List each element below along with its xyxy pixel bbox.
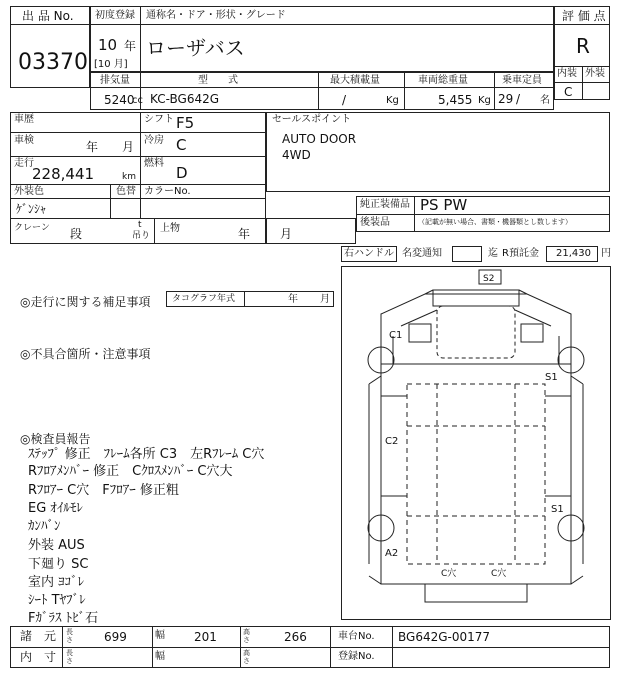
genuine-equipment-value: PS PW (420, 196, 468, 214)
length-label-2: 長さ (66, 649, 73, 665)
registration-month: [10 月] (94, 59, 128, 70)
registration-year: 10 (98, 36, 118, 54)
name-change-label: 名変通知 (402, 248, 442, 259)
lot-number-label: 出 品 No. (22, 9, 74, 23)
exterior-color-label: 外装色 (14, 186, 44, 197)
damage-mark: C穴 (441, 569, 457, 579)
damage-mark: C穴 (491, 569, 507, 579)
width-label-2: 幅 (155, 651, 165, 662)
width-value: 201 (194, 630, 217, 644)
exterior-color-value: ｹﾞﾝｼｬ (16, 202, 47, 216)
color-change-label: 色替 (116, 186, 136, 197)
height-label: 高さ (243, 628, 250, 644)
name-change-separator: 迄 (488, 248, 498, 259)
inspection-year-unit: 年 (86, 140, 99, 154)
inspector-line: 外装 AUS (28, 538, 85, 553)
driving-notes-label: ◎走行に関する補足事項 (20, 295, 151, 309)
crane-label: クレーン (14, 223, 50, 233)
crane-ton-top: t (138, 220, 142, 230)
rating-label: 評 価 点 (562, 9, 606, 23)
max-load-value: / (342, 93, 347, 107)
registration-year-unit: 年 (124, 39, 137, 53)
length-label: 長さ (66, 628, 73, 644)
steering-value: 右ハンドル (344, 248, 394, 259)
sales-point-line: AUTO DOOR (282, 132, 357, 146)
interior-label: 内装 (557, 68, 577, 79)
mileage-value: 228,441 (32, 165, 95, 183)
tachograph-month-unit: 月 (320, 294, 330, 305)
history-label: 車歴 (14, 114, 34, 125)
first-registration-label: 初度登録 (95, 10, 135, 21)
inspector-line: 下廻り SC (28, 557, 89, 572)
interior-grade: C (564, 85, 573, 99)
capacity-separator: / (516, 92, 521, 106)
inspection-label: 車検 (14, 135, 34, 146)
fuel-value: D (176, 164, 188, 182)
displacement-value: 5240 (104, 93, 135, 107)
capacity-unit: 名 (540, 95, 550, 106)
inspector-line: 室内 ﾖｺﾞﾚ (28, 575, 85, 590)
recycle-label: R預託金 (502, 248, 539, 259)
gross-weight-value: 5,455 (438, 93, 473, 107)
inspection-month-unit: 月 (122, 140, 135, 154)
hoist-year-unit: 年 (238, 227, 251, 241)
genuine-equipment-label: 純正装備品 (360, 199, 410, 210)
mileage-unit: km (122, 172, 136, 182)
ac-value: C (176, 136, 187, 154)
gross-weight-label: 車両総重量 (418, 75, 468, 86)
tachograph-year-unit: 年 (288, 294, 298, 305)
damage-mark: C1 (389, 330, 403, 341)
defects-label: ◎不具合箇所・注意事項 (20, 347, 151, 361)
gross-weight-unit: Kg (478, 95, 491, 106)
model-code-label: 型 式 (198, 75, 238, 86)
inspector-line: Rﾌﾛｱﾒﾝﾊﾞｰ 修正 Cｸﾛｽﾒﾝﾊﾞｰ C穴大 (28, 464, 233, 479)
recycle-unit: 円 (601, 248, 611, 259)
rating-value: R (576, 34, 590, 58)
hoist-month-unit: 月 (280, 227, 293, 241)
model-grade-label: 通称名・ドア・形状・グレード (146, 10, 286, 21)
damage-mark: S2 (483, 274, 495, 284)
displacement-label: 排気量 (100, 75, 130, 86)
crane-stage-unit: 段 (70, 227, 83, 241)
chassis-value: BG642G-00177 (398, 630, 491, 644)
capacity-label: 乗車定員 (502, 75, 542, 86)
car-name: ローザバス (146, 36, 245, 60)
tachograph-label: タコグラフ年式 (172, 294, 236, 304)
displacement-unit: cc (132, 95, 143, 106)
height-value: 266 (284, 630, 307, 644)
aftermarket-note: （記載が無い場合、書類・機器類とし数します） (418, 218, 572, 226)
exterior-label: 外装 (585, 68, 605, 79)
registration-number-label: 登録No. (338, 651, 375, 662)
max-load-unit: Kg (386, 95, 399, 106)
name-change-box (452, 246, 482, 262)
hoist-label: 上物 (160, 223, 180, 234)
lot-number: 03370 (18, 50, 88, 75)
interior-size-label: 内 寸 (20, 650, 57, 664)
recycle-value: 21,430 (556, 248, 591, 259)
capacity-value: 29 (498, 92, 514, 106)
damage-mark: C2 (385, 436, 399, 447)
inspector-line: ｶﾝﾊﾞﾝ (28, 519, 61, 534)
crane-ton-label: 吊り (132, 231, 151, 241)
sales-points-label: セールスポイント (272, 114, 352, 125)
vehicle-diagram (341, 266, 611, 620)
damage-mark: S1 (545, 372, 558, 383)
inspector-line: ｼｰﾄ Tﾔﾌﾞﾚ (28, 593, 86, 608)
mileage-label: 走行 (14, 158, 34, 169)
width-label: 幅 (155, 630, 165, 641)
model-code-value: KC-BG642G (150, 92, 220, 106)
inspector-line: ｽﾃｯﾌﾟ 修正 ﾌﾚｰﾑ各所 C3 左Rﾌﾚｰﾑ C穴 (28, 447, 265, 462)
inspector-report-label: ◎検査員報告 (20, 432, 91, 446)
inspector-line: Fｶﾞﾗｽ ﾄﾋﾞ石 (28, 611, 99, 626)
damage-mark: A2 (385, 548, 399, 559)
color-code-label: カラーNo. (144, 186, 191, 197)
shift-value: F5 (176, 114, 195, 132)
shift-label: シフト (144, 114, 174, 125)
damage-mark: S1 (551, 504, 564, 515)
inspector-line: EG ｵｲﾙﾓﾚ (28, 501, 83, 516)
aftermarket-label: 後装品 (360, 217, 390, 228)
ac-label: 冷房 (144, 135, 164, 146)
chassis-label: 車台No. (338, 631, 375, 642)
fuel-label: 燃料 (144, 158, 164, 169)
sales-point-line: 4WD (282, 148, 311, 162)
max-load-label: 最大積載量 (330, 75, 380, 86)
inspector-line: Rﾌﾛｱｰ C穴 Fﾌﾛｱｰ 修正粗 (28, 483, 179, 498)
dimensions-label: 諸 元 (20, 629, 57, 643)
height-label-2: 高さ (243, 649, 250, 665)
length-value: 699 (104, 630, 127, 644)
